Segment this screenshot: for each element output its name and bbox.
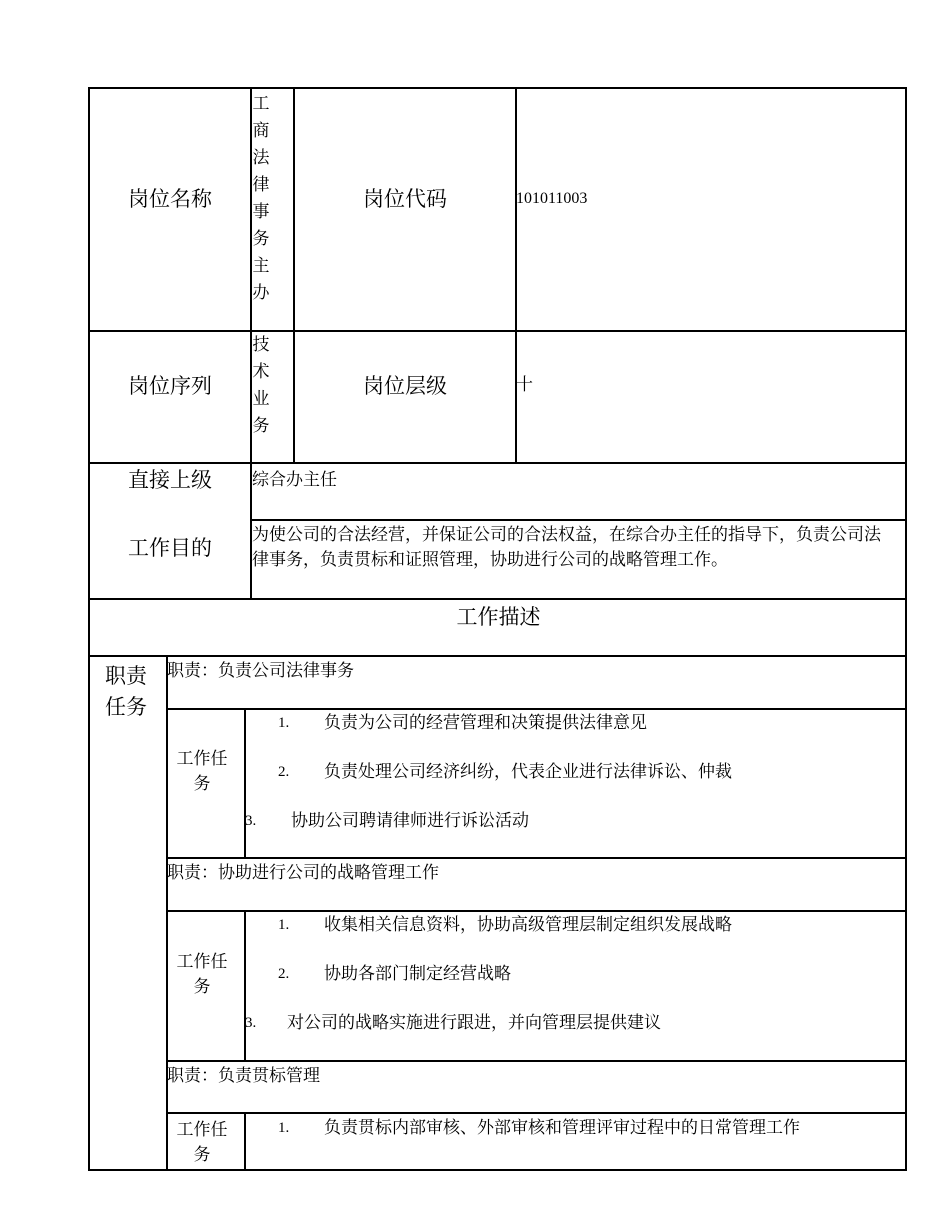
row-divider [88, 462, 907, 464]
position-name-label: 岗位名称 [128, 187, 212, 211]
row-divider [88, 330, 907, 332]
column-divider [244, 708, 246, 857]
supervisor-label: 直接上级 [128, 468, 212, 492]
position-level-label: 岗位层级 [363, 374, 447, 398]
position-sequence-value: 技术业务 [252, 335, 270, 436]
task-text: 协助各部门制定经营战略 [324, 964, 511, 984]
column-divider [293, 87, 295, 462]
purpose-label: 工作目的 [128, 536, 212, 560]
row-divider [166, 910, 907, 912]
task-number: 3. [245, 813, 257, 829]
position-code-value: 101011003 [516, 190, 588, 207]
row-divider [88, 655, 907, 657]
task-text: 负责处理公司经济纠纷，代表企业进行法律诉讼、仲裁 [324, 762, 732, 782]
section-title: 工作描述 [456, 605, 541, 629]
task-number: 1. [278, 1120, 290, 1136]
position-level-value: 十 [516, 375, 533, 395]
task-text: 对公司的战略实施进行跟进，并向管理层提供建议 [287, 1013, 661, 1033]
task-number: 3. [245, 1015, 257, 1031]
position-name-value: 工商法律事务主办 [252, 94, 270, 303]
task-label: 工作任务 [176, 749, 228, 794]
row-divider [166, 708, 907, 710]
task-label: 工作任务 [176, 952, 228, 997]
row-divider [166, 1112, 907, 1114]
position-code-label: 岗位代码 [363, 187, 447, 211]
row-divider [88, 598, 907, 600]
row-divider [166, 1060, 907, 1062]
column-divider [244, 1112, 246, 1170]
supervisor-value: 综合办主任 [252, 470, 337, 490]
task-number: 2. [278, 966, 290, 982]
task-text: 协助公司聘请律师进行诉讼活动 [291, 811, 529, 831]
task-text: 负责贯标内部审核、外部审核和管理评审过程中的日常管理工作 [324, 1118, 800, 1138]
task-label: 工作任务 [176, 1120, 228, 1165]
column-divider [244, 910, 246, 1060]
column-divider [515, 87, 517, 462]
row-divider [166, 857, 907, 859]
task-number: 1. [278, 917, 290, 933]
task-number: 2. [278, 764, 290, 780]
column-divider [166, 655, 168, 1170]
job-description-table [88, 87, 907, 1171]
duty-title: 职责：负责贯标管理 [167, 1066, 320, 1086]
task-text: 收集相关信息资料，协助高级管理层制定组织发展战略 [324, 915, 732, 935]
duty-title: 职责：协助进行公司的战略管理工作 [167, 863, 439, 883]
task-text: 负责为公司的经营管理和决策提供法律意见 [324, 713, 647, 733]
duty-section-label: 职责任务 [105, 664, 147, 719]
purpose-value: 为使公司的合法经营，并保证公司的合法权益，在综合办主任的指导下，负责公司法律事务，负责贯标和证照管理，协助进行公司的战略管理工作。 [252, 525, 881, 570]
row-divider [250, 519, 907, 521]
position-sequence-label: 岗位序列 [128, 374, 212, 398]
duty-title: 职责：负责公司法律事务 [167, 661, 354, 681]
task-number: 1. [278, 715, 290, 731]
